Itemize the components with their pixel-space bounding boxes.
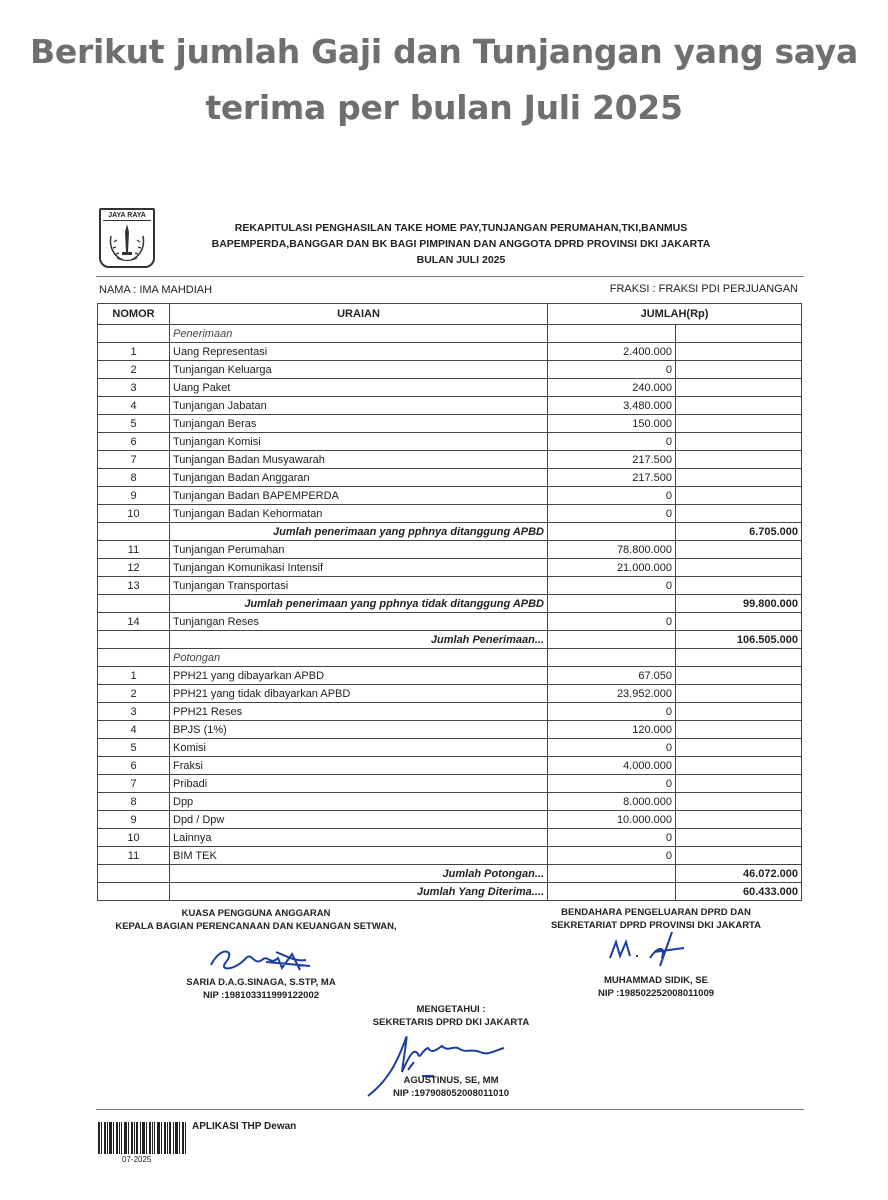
sig-left-title2: KEPALA BAGIAN PERENCANAAN DAN KEUANGAN SETWAN,	[115, 921, 397, 932]
signature-right-icon	[606, 928, 696, 968]
table-cell	[676, 487, 802, 505]
table-cell: 3	[98, 703, 170, 721]
table-cell: 106.505.000	[676, 631, 802, 649]
table-cell	[676, 775, 802, 793]
sig-center-nip: NIP :197908052008011010	[392, 1088, 510, 1099]
table-cell	[676, 847, 802, 865]
barcode-icon	[98, 1122, 186, 1154]
table-cell	[676, 739, 802, 757]
header-line-2: BAPEMPERDA,BANGGAR DAN BK BAGI PIMPINAN DAN ANGGOTA DPRD PROVINSI DKI JAKARTA	[211, 238, 711, 250]
barcode-label: 07-2025	[122, 1155, 152, 1164]
table-cell: 0	[548, 739, 676, 757]
table-cell	[676, 505, 802, 523]
table-row	[98, 757, 802, 775]
table-cell: 9	[98, 487, 170, 505]
table-cell: Jumlah penerimaan yang pphnya tidak ditanggung APBD	[170, 595, 548, 613]
table-cell: Jumlah Potongan...	[170, 865, 548, 883]
table-row	[98, 451, 802, 469]
table-row	[98, 379, 802, 397]
table-cell: 46.072.000	[676, 865, 802, 883]
table-cell: Dpd / Dpw	[170, 811, 548, 829]
subtotal-row	[98, 883, 802, 901]
table-cell: 217.500	[548, 451, 676, 469]
table-row	[98, 559, 802, 577]
table-cell: Tunjangan Beras	[170, 415, 548, 433]
col-uraian: URAIAN	[170, 304, 548, 325]
table-row	[98, 577, 802, 595]
table-cell: BPJS (1%)	[170, 721, 548, 739]
table-cell: 150.000	[548, 415, 676, 433]
table-cell: 11	[98, 541, 170, 559]
header-line-1: REKAPITULASI PENGHASILAN TAKE HOME PAY,TUNJANGAN PERUMAHAN,TKI,BANMUS	[234, 222, 688, 234]
sig-left-title1: KUASA PENGGUNA ANGGARAN	[181, 908, 331, 919]
header-divider	[96, 276, 804, 277]
table-cell	[548, 649, 676, 667]
table-cell: 9	[98, 811, 170, 829]
table-cell	[676, 811, 802, 829]
sig-left-name: SARIA D.A.G.SINAGA, S.STP, MA	[186, 977, 336, 988]
table-cell: 3	[98, 379, 170, 397]
jakarta-emblem-logo	[99, 208, 155, 268]
table-cell: Fraksi	[170, 757, 548, 775]
table-cell: Tunjangan Keluarga	[170, 361, 548, 379]
table-row	[98, 469, 802, 487]
table-cell	[548, 865, 676, 883]
table-cell: Komisi	[170, 739, 548, 757]
table-cell: 0	[548, 577, 676, 595]
table-row	[98, 415, 802, 433]
sig-left-nip: NIP :198103311999122002	[202, 990, 320, 1001]
table-cell: 67.050	[548, 667, 676, 685]
table-cell	[676, 379, 802, 397]
table-cell: 1	[98, 343, 170, 361]
table-cell: Uang Paket	[170, 379, 548, 397]
sig-right-title1: BENDAHARA PENGELUARAN DPRD DAN	[561, 907, 751, 918]
table-cell: 12	[98, 559, 170, 577]
table-cell	[676, 757, 802, 775]
table-cell: Jumlah Penerimaan...	[170, 631, 548, 649]
table-cell: Tunjangan Transportasi	[170, 577, 548, 595]
table-cell: 217.500	[548, 469, 676, 487]
table-cell: 8.000.000	[548, 793, 676, 811]
table-cell: Tunjangan Komisi	[170, 433, 548, 451]
signature-left-icon	[206, 940, 316, 980]
table-cell: 6	[98, 757, 170, 775]
table-cell: PPH21 yang tidak dibayarkan APBD	[170, 685, 548, 703]
table-cell	[676, 343, 802, 361]
table-row	[98, 793, 802, 811]
table-cell: 240.000	[548, 379, 676, 397]
table-cell: 0	[548, 487, 676, 505]
app-label: APLIKASI THP Dewan	[192, 1121, 297, 1132]
table-cell: 6	[98, 433, 170, 451]
table-cell	[98, 325, 170, 343]
subtotal-row	[98, 631, 802, 649]
table-cell: 21.000.000	[548, 559, 676, 577]
table-row	[98, 685, 802, 703]
table-cell: 7	[98, 451, 170, 469]
table-cell	[548, 883, 676, 901]
table-cell	[98, 595, 170, 613]
table-cell: 1	[98, 667, 170, 685]
table-row	[98, 721, 802, 739]
table-cell	[676, 415, 802, 433]
table-cell: 0	[548, 613, 676, 631]
col-nomor: NOMOR	[98, 304, 170, 325]
sig-center-title1: MENGETAHUI :	[416, 1004, 486, 1015]
table-cell	[548, 595, 676, 613]
table-cell: 7	[98, 775, 170, 793]
table-cell	[676, 361, 802, 379]
header-line-3: BULAN JULI 2025	[416, 254, 506, 266]
table-cell	[676, 829, 802, 847]
table-cell	[676, 433, 802, 451]
section-row	[98, 649, 802, 667]
member-faction: FRAKSI : FRAKSI PDI PERJUANGAN	[609, 283, 798, 295]
monas-emblem-icon	[107, 222, 147, 264]
sig-center-name: AGUSTINUS, SE, MM	[403, 1075, 499, 1086]
table-cell	[98, 865, 170, 883]
table-cell: 13	[98, 577, 170, 595]
table-cell	[98, 523, 170, 541]
signature-left-name	[156, 976, 366, 1002]
table-row	[98, 361, 802, 379]
table-cell: 23.952.000	[548, 685, 676, 703]
table-cell	[98, 649, 170, 667]
table-cell: Tunjangan Komunikasi Intensif	[170, 559, 548, 577]
table-cell: 8	[98, 793, 170, 811]
income-table-body	[98, 325, 802, 901]
signature-left	[96, 907, 416, 933]
member-name: NAMA : IMA MAHDIAH	[99, 284, 213, 296]
table-cell	[98, 631, 170, 649]
table-cell	[676, 325, 802, 343]
table-cell	[676, 577, 802, 595]
table-cell	[548, 325, 676, 343]
table-row	[98, 829, 802, 847]
table-cell: 0	[548, 433, 676, 451]
table-cell: 5	[98, 415, 170, 433]
table-cell: 6.705.000	[676, 523, 802, 541]
subtotal-row	[98, 523, 802, 541]
sig-right-name: MUHAMMAD SIDIK, SE	[604, 975, 708, 986]
table-cell: 5	[98, 739, 170, 757]
sig-right-title2: SEKRETARIAT DPRD PROVINSI DKI JAKARTA	[550, 920, 762, 931]
table-cell: 4	[98, 397, 170, 415]
table-cell: Jumlah Yang Diterima....	[170, 883, 548, 901]
table-cell	[548, 523, 676, 541]
salary-document	[96, 200, 804, 1190]
table-cell	[548, 631, 676, 649]
table-cell: 8	[98, 469, 170, 487]
subtotal-row	[98, 865, 802, 883]
document-header	[166, 220, 756, 268]
table-header-row	[98, 304, 802, 325]
sig-center-title2: SEKRETARIS DPRD DKI JAKARTA	[372, 1017, 530, 1028]
table-cell: 10	[98, 505, 170, 523]
signature-right-name	[546, 974, 766, 1000]
table-cell: Tunjangan Badan Anggaran	[170, 469, 548, 487]
table-cell	[676, 721, 802, 739]
table-cell: Pribadi	[170, 775, 548, 793]
table-row	[98, 397, 802, 415]
table-cell	[676, 793, 802, 811]
table-cell: 3.480.000	[548, 397, 676, 415]
table-cell: 60.433.000	[676, 883, 802, 901]
table-cell: Tunjangan Badan BAPEMPERDA	[170, 487, 548, 505]
table-cell: Tunjangan Badan Kehormatan	[170, 505, 548, 523]
table-cell: BIM TEK	[170, 847, 548, 865]
table-row	[98, 811, 802, 829]
table-cell	[676, 469, 802, 487]
page-headline: Berikut jumlah Gaji dan Tunjangan yang saya terima per bulan Juli 2025	[30, 32, 858, 127]
table-cell: Tunjangan Perumahan	[170, 541, 548, 559]
table-row	[98, 667, 802, 685]
table-cell: Uang Representasi	[170, 343, 548, 361]
table-cell: 0	[548, 361, 676, 379]
table-cell: Tunjangan Badan Musyawarah	[170, 451, 548, 469]
table-cell	[676, 613, 802, 631]
table-cell: 14	[98, 613, 170, 631]
table-row	[98, 343, 802, 361]
table-row	[98, 505, 802, 523]
table-cell: 0	[548, 829, 676, 847]
table-cell: 4.000.000	[548, 757, 676, 775]
table-cell: 10.000.000	[548, 811, 676, 829]
table-cell	[676, 397, 802, 415]
table-cell: Potongan	[170, 649, 548, 667]
table-row	[98, 433, 802, 451]
table-cell: 10	[98, 829, 170, 847]
table-cell: 99.800.000	[676, 595, 802, 613]
table-cell	[676, 685, 802, 703]
table-cell: 0	[548, 703, 676, 721]
footer-divider	[96, 1109, 804, 1110]
sig-right-nip: NIP :198502252008011009	[597, 988, 715, 999]
col-jumlah: JUMLAH(Rp)	[548, 304, 802, 325]
table-cell: Tunjangan Jabatan	[170, 397, 548, 415]
table-cell: PPH21 Reses	[170, 703, 548, 721]
table-cell	[676, 451, 802, 469]
table-cell: Tunjangan Reses	[170, 613, 548, 631]
table-cell: 11	[98, 847, 170, 865]
table-cell: 2.400.000	[548, 343, 676, 361]
section-row	[98, 325, 802, 343]
income-table	[97, 303, 802, 901]
table-row	[98, 613, 802, 631]
table-cell	[98, 883, 170, 901]
table-cell	[676, 541, 802, 559]
table-row	[98, 487, 802, 505]
table-cell: 4	[98, 721, 170, 739]
table-cell: 120.000	[548, 721, 676, 739]
table-cell	[676, 649, 802, 667]
table-cell: 78.800.000	[548, 541, 676, 559]
table-cell: PPH21 yang dibayarkan APBD	[170, 667, 548, 685]
table-cell: Dpp	[170, 793, 548, 811]
table-row	[98, 541, 802, 559]
table-cell: Penerimaan	[170, 325, 548, 343]
table-cell: 2	[98, 685, 170, 703]
subtotal-row	[98, 595, 802, 613]
table-row	[98, 703, 802, 721]
signature-center-name	[356, 1074, 546, 1100]
table-cell	[676, 667, 802, 685]
table-row	[98, 847, 802, 865]
table-row	[98, 739, 802, 757]
table-cell: Lainnya	[170, 829, 548, 847]
table-cell	[676, 703, 802, 721]
table-cell: 0	[548, 847, 676, 865]
table-cell: 0	[548, 775, 676, 793]
logo-text: JAYA RAYA	[103, 211, 151, 221]
table-cell	[676, 559, 802, 577]
table-cell: 2	[98, 361, 170, 379]
table-cell: Jumlah penerimaan yang pphnya ditanggung APBD	[170, 523, 548, 541]
table-cell: 0	[548, 505, 676, 523]
table-row	[98, 775, 802, 793]
